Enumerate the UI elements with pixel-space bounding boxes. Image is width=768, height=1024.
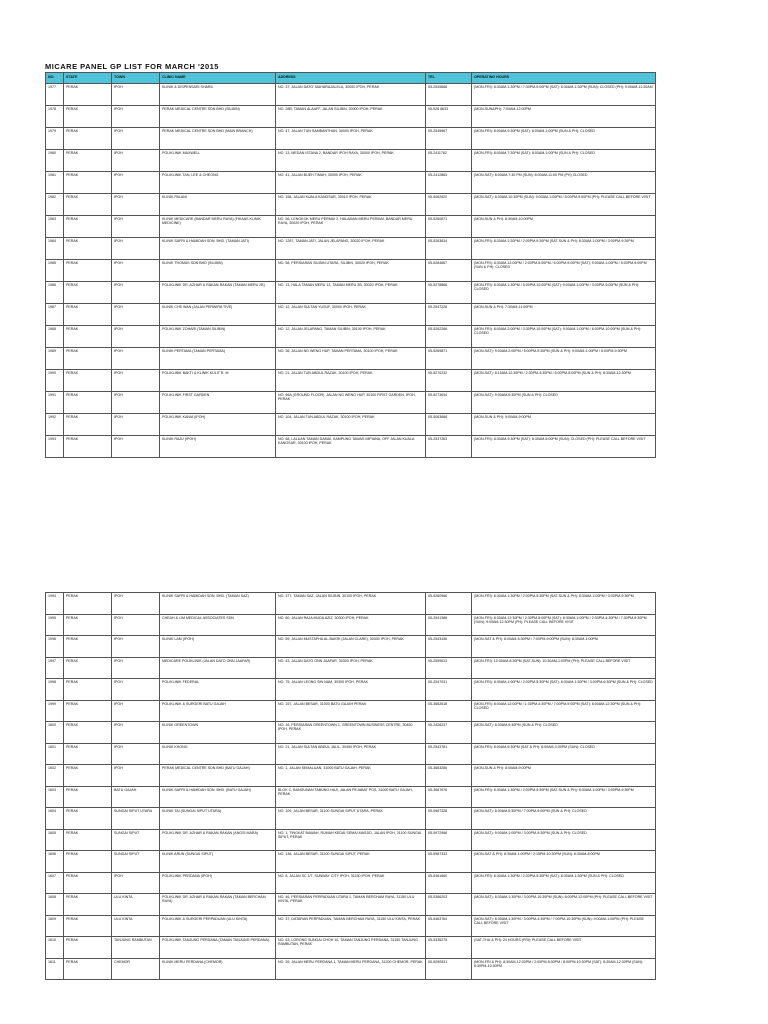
- cell-state: PERAK: [64, 657, 112, 679]
- cell-town: IPOH: [112, 392, 160, 414]
- cell-operating-hours: (MON-FRI): 8:00AM-12:00PM / 1:30PM-4:30PM / 7:00PM-9:00PM (SAT): 8:00AM-12:30PM (SUN & PH): CLOSED: [472, 700, 656, 722]
- cell-tel: 05-2547031: [426, 679, 472, 701]
- cell-address: NO. 12, JALAN JELAPANG, TAMAN SILIBIN, 30100 IPOH, PERAK: [276, 326, 426, 348]
- cell-tel: 05-5972968: [426, 829, 472, 851]
- cell-operating-hours: (MON-SAT): 8:30AM-5:30PM / 7:00PM-9:00PM (SUN & PH): CLOSED: [472, 808, 656, 830]
- cell-state: PERAK: [64, 282, 112, 304]
- cell-state: PERAK: [64, 326, 112, 348]
- cell-town: IPOH: [112, 436, 160, 458]
- cell-no: 1995: [46, 614, 64, 636]
- cell-town: IPOH: [112, 743, 160, 765]
- cell-operating-hours: (MON-SAT): 8:30AM-10:30PM (SUN): 9:00AM-1:00PM / 5:00PM-9:00PM (PH): PLEASE CALL BEFORE VISIT: [472, 194, 656, 216]
- cell-tel: 05-5273634: [426, 392, 472, 414]
- table-row: [46, 172, 656, 194]
- table-row: [46, 436, 656, 458]
- cell-clinic-name: POLIKLINIK DR. AZHAR & RAKAN-RAKAN (TAMAN BERCHAM RAYA): [160, 894, 276, 916]
- cell-address: NO. 75, JALAN LEONG SIN NAM, 30300 IPOH, PERAK: [276, 679, 426, 701]
- cell-town: IPOH: [112, 172, 160, 194]
- cell-tel: 05-5260871: [426, 216, 472, 238]
- table-row: [46, 348, 656, 370]
- table-row: [46, 657, 656, 679]
- cell-state: PERAK: [64, 436, 112, 458]
- cell-town: IPOH: [112, 679, 160, 701]
- cell-clinic-name: POLIKLINIK & SURGERI BATU GAJAH: [160, 700, 276, 722]
- cell-tel: 05-5366203: [426, 894, 472, 916]
- cell-tel: 05-2537263: [426, 436, 472, 458]
- cell-town: IPOH: [112, 370, 160, 392]
- cell-address: BLOK C, BANGUNAN TABUNG HAJI, JALAN PEJABAT POS, 31000 BATU GAJAH, PERAK: [276, 786, 426, 808]
- cell-address: NO. 63, LORONG SUNGAI CHOH 10, TAMAN TANJUNG PERDANA, 31150 TANJUNG RAMBUTAN, PERAK: [276, 937, 426, 959]
- cell-state: PERAK: [64, 808, 112, 830]
- table-row: [46, 829, 656, 851]
- cell-state: PERAK: [64, 614, 112, 636]
- cell-no: 1996: [46, 636, 64, 658]
- header-town: TOWN: [112, 73, 160, 84]
- cell-no: 1602: [46, 765, 64, 787]
- header-clinic-name: CLINIC NAME: [160, 73, 276, 84]
- cell-address: NO. 13, HALA TAMAN MERU 13, TAMAN MERU 2B, 30020 IPOH, PERAK: [276, 282, 426, 304]
- page-title: MICARE PANEL GP LIST FOR MARCH '2015: [45, 62, 219, 71]
- cell-no: 1992: [46, 414, 64, 436]
- table-row: [46, 679, 656, 701]
- cell-address: NO. 66A (GROUND FLOOR), JALAN NG WENG HUP, 30100 FIRST GARDEN, IPOH, PERAK: [276, 392, 426, 414]
- cell-no: 1985: [46, 260, 64, 282]
- cell-address: NO. 1, TINGKAT BAWAH, RUMAH KEDAI SEMAI MASJID, JALAN IPOH, 31100 SUNGAI SIPUT, PERAK: [276, 829, 426, 851]
- cell-state: PERAK: [64, 915, 112, 937]
- cell-town: IPOH: [112, 326, 160, 348]
- cell-tel: 05-2543436: [426, 636, 472, 658]
- cell-tel: 05-5269871: [426, 348, 472, 370]
- cell-clinic-name: KLINIK PERTAMA (TAMAN PERTAMA): [160, 348, 276, 370]
- cell-town: IPOH: [112, 150, 160, 172]
- cell-tel: 05-5062620: [426, 194, 472, 216]
- cell-operating-hours: (MON-FRI): 8:30AM-1:30PM / 7:30PM-9:00PM (SAT): 8:30AM-1:30PM (SUN): CLOSED (PH): 9:00AM-11:30AM: [472, 84, 656, 106]
- cell-town: IPOH: [112, 414, 160, 436]
- cell-operating-hours: (MON-SAT): 9:00AM-1:00PM / 3:00PM-9:30PM (SUN & PH): CLOSED: [472, 829, 656, 851]
- cell-town: IPOH: [112, 260, 160, 282]
- cell-town: IPOH: [112, 872, 160, 894]
- cell-state: PERAK: [64, 894, 112, 916]
- cell-operating-hours: (MON-SAT & PH): 8:00AM-5:30PM / 7:00PM-9:00PM (SUN): 8:30AM-1:00PM: [472, 636, 656, 658]
- cell-tel: 05-5284667: [426, 260, 472, 282]
- cell-tel: 05-2545668: [426, 84, 472, 106]
- cell-state: PERAK: [64, 636, 112, 658]
- cell-town: IPOH: [112, 636, 160, 658]
- table-row: [46, 937, 656, 959]
- cell-state: PERAK: [64, 937, 112, 959]
- cell-no: 1604: [46, 808, 64, 830]
- cell-state: PERAK: [64, 679, 112, 701]
- cell-tel: 05-2545667: [426, 128, 472, 150]
- cell-town: CHEMOR: [112, 958, 160, 980]
- table-row: [46, 872, 656, 894]
- cell-no: 1606: [46, 851, 64, 873]
- cell-tel: 05-5336275: [426, 937, 472, 959]
- table-row: [46, 282, 656, 304]
- cell-operating-hours: (MON-FRI): 8:00AM-5:30PM (SAT & PH): 8:00AM-3:30PM (SUN): CLOSED: [472, 743, 656, 765]
- cell-operating-hours: (MON-FRI): 8:30AM-1:30PM / 2:00PM-9:30PM (SAT-SUN & PH): 8:30AM-1:00PM / 3:00PM-9:30PM: [472, 593, 656, 615]
- table-row: [46, 238, 656, 260]
- cell-state: PERAK: [64, 700, 112, 722]
- header-operating-hours: OPERATING HOURS: [472, 73, 656, 84]
- cell-state: PERAK: [64, 128, 112, 150]
- cell-clinic-name: KLINIK MERU PERDANA (CHEMOR): [160, 958, 276, 980]
- table-row: [46, 915, 656, 937]
- cell-state: PERAK: [64, 414, 112, 436]
- cell-address: NO. 39, JALAN MERU PERDANA 1, TAMAN MERU PERDANA, 31200 CHEMOR, PERAK: [276, 958, 426, 980]
- cell-state: PERAK: [64, 216, 112, 238]
- cell-operating-hours: (MON-FRI): 10:30AM-8:30PM (SAT-SUN): 10:30AM-1:00PM (PH): PLEASE CALL BEFORE VISIT: [472, 657, 656, 679]
- cell-clinic-name: KLINIK GREENTOWN: [160, 722, 276, 744]
- cell-town: IPOH: [112, 765, 160, 787]
- cell-operating-hours: (MON-SAT): 9:00AM-2:00PM / 5:00PM-9:30PM (SUN & PH): 9:00AM-1:00PM / 5:00PM-9:30PM: [472, 348, 656, 370]
- cell-no: 1997: [46, 657, 64, 679]
- cell-operating-hours: (MON-FRI): 8:30AM-12:30PM / 2:30PM-5:00PM (SAT): 8:30AM-1:00PM / 2:30PM-4:30PM / 7:30PM-9:30PM (SUN): 9:00AM-12:30PM (PH): PLEASE CALL BEFORE VISIT: [472, 614, 656, 636]
- table-row: [46, 392, 656, 414]
- cell-tel: 05-2426237: [426, 722, 472, 744]
- table-row: [46, 84, 656, 106]
- cell-address: NO. 21, JALAN TUN ABDUL RAZAK, 30100 IPOH, PERAK: [276, 370, 426, 392]
- cell-state: PERAK: [64, 304, 112, 326]
- cell-state: PERAK: [64, 958, 112, 980]
- header-tel: TEL: [426, 73, 472, 84]
- cell-address: NO. 1287, TAMAN JATI, JALAN JELAPANG, 30020 IPOH, PERAK: [276, 238, 426, 260]
- cell-tel: 05-5278868: [426, 282, 472, 304]
- cell-tel: 05-5290531: [426, 958, 472, 980]
- cell-address: NO. 377, TAMAN SAZ, JALAN SILIBIN, 30100 IPOH, PERAK: [276, 593, 426, 615]
- cell-address: NO. 58, PERSIARAN SILIBIN UTARA, SILIBIN, 30020 IPOH, PERAK: [276, 260, 426, 282]
- cell-address: NO. 43, JALAN DATO ONN JAAFAR, 30300 IPOH, PERAK: [276, 657, 426, 679]
- cell-address: NO. 157, JALAN BESAR, 31000 BATU GAJAH PERAK: [276, 700, 426, 722]
- cell-town: IPOH: [112, 238, 160, 260]
- cell-tel: 05-5461660: [426, 872, 472, 894]
- cell-tel: 05-5463764: [426, 915, 472, 937]
- cell-town: SUNGAI SIPUT UTARA: [112, 808, 160, 830]
- cell-clinic-name: POLIKLINIK MAXWELL: [160, 150, 276, 172]
- table-row: [46, 722, 656, 744]
- cell-tel: 05-3663266: [426, 765, 472, 787]
- cell-operating-hours: (MON-SAT): 8:00AM-7:30 PM (SUN): 8:00AM-11:00 PM (PH) CLOSED: [472, 172, 656, 194]
- cell-town: SUNGAI SIPUT: [112, 851, 160, 873]
- cell-operating-hours: (MON-SAT): 9:00AM-9:30PM (SUN & PH): CLOSED: [472, 392, 656, 414]
- cell-clinic-name: KLINIK CHE WAN (JALAN PERWIRA TIVE): [160, 304, 276, 326]
- cell-operating-hours: (MON-SUN & PH): 7:30AM-11:00PM: [472, 304, 656, 326]
- cell-tel: 05-5263634: [426, 238, 472, 260]
- cell-address: NO. 1, JALAN SEMALUAN, 31000 BATU GAJAH, PERAK: [276, 765, 426, 787]
- cell-no: 1990: [46, 370, 64, 392]
- cell-clinic-name: POLIKLINIK DR. AZHAR & RAKAN-RAKAN (TAMAN MERU 2B): [160, 282, 276, 304]
- cell-town: ULU KINTA: [112, 915, 160, 937]
- cell-state: PERAK: [64, 172, 112, 194]
- cell-clinic-name: POLIKLINIK PERDANA (IPOH): [160, 872, 276, 894]
- cell-state: PERAK: [64, 84, 112, 106]
- cell-clinic-name: KLINIK THOMAS SDN BHD (SILIBIN): [160, 260, 276, 282]
- gp-list-table-page1: [45, 72, 656, 458]
- cell-tel: 05-5262266: [426, 326, 472, 348]
- table-row: [46, 194, 656, 216]
- cell-no: 1988: [46, 326, 64, 348]
- cell-operating-hours: (MON-SUN & PH): 8:30AM-10:00PM: [472, 216, 656, 238]
- cell-town: IPOH: [112, 194, 160, 216]
- gp-list-table-page2: [45, 592, 656, 980]
- table-row: [46, 786, 656, 808]
- table-row: [46, 614, 656, 636]
- cell-state: PERAK: [64, 392, 112, 414]
- cell-clinic-name: KLINIK KHONG: [160, 743, 276, 765]
- table-row: [46, 851, 656, 873]
- cell-town: IPOH: [112, 722, 160, 744]
- table-header-row: [46, 73, 656, 84]
- cell-no: 1989: [46, 348, 64, 370]
- cell-clinic-name: POLIKLINIK FIRST GARDEN: [160, 392, 276, 414]
- cell-town: IPOH: [112, 593, 160, 615]
- cell-operating-hours: (MON-SUN&PH): 7:00AM-12:00PM: [472, 106, 656, 128]
- cell-operating-hours: (MON-FRI): 8:30AM-1:30PM / 5:00PM-10:00PM (SAT): 9:00AM-1:00PM / 3:00PM-9:00PM (SUN & PH): CLOSED: [472, 282, 656, 304]
- cell-operating-hours: (MON-FRI): 8:30AM-9:30PM (SAT): 8:30AM-5:00PM (SUN): CLOSED (PH): PLEASE CALL BEFORE VISIT: [472, 436, 656, 458]
- cell-operating-hours: (MON-FRI): 8:00AM-2:00PM / 3:30PM-10:00PM (SAT): 9:00AM-1:00PM / 6:00PM-10:00PM (SUN & PH): CLOSED: [472, 326, 656, 348]
- cell-no: 1608: [46, 894, 64, 916]
- cell-tel: 05-5063668: [426, 414, 472, 436]
- table-row: [46, 128, 656, 150]
- cell-no: 1605: [46, 829, 64, 851]
- cell-town: IPOH: [112, 348, 160, 370]
- cell-town: IPOH: [112, 216, 160, 238]
- table-row: [46, 700, 656, 722]
- cell-town: ULU KINTA: [112, 894, 160, 916]
- cell-clinic-name: KLINIK PALANI: [160, 194, 276, 216]
- cell-town: IPOH: [112, 128, 160, 150]
- table-row: [46, 743, 656, 765]
- cell-clinic-name: KLINIK RAJU (IPOH): [160, 436, 276, 458]
- cell-state: PERAK: [64, 829, 112, 851]
- cell-state: PERAK: [64, 194, 112, 216]
- cell-tel: 05-3667676: [426, 786, 472, 808]
- cell-address: NO. 37, JALAN DATO' MAHARAJALELA, 30000 IPOH, PERAK: [276, 84, 426, 106]
- cell-clinic-name: KLINIK SAFRI & HAMIDAH SDN. BHD. (TAMAN SAZ): [160, 593, 276, 615]
- cell-no: 1978: [46, 106, 64, 128]
- cell-tel: 05-2541388: [426, 614, 472, 636]
- cell-tel: 05-2543781: [426, 743, 472, 765]
- table-row: [46, 106, 656, 128]
- cell-operating-hours: (MON-SUN & PH): 8:00AM-9:00PM: [472, 765, 656, 787]
- table-row: [46, 216, 656, 238]
- table-row: [46, 326, 656, 348]
- cell-clinic-name: KLINIK & DISPENSARI SHARIL: [160, 84, 276, 106]
- cell-clinic-name: KLINIK SAFRI & HAMIDAH SDN. BHD. (BATU GAJAH): [160, 786, 276, 808]
- cell-address: NO. 56, LENGKOK MERU PERMAI 2, HALAMAN MERU PERMAI, BANDAR MERU RAYA, 30020 IPOH, PERAK: [276, 216, 426, 238]
- cell-no: 1981: [46, 172, 64, 194]
- cell-clinic-name: PERAK MEDICAL CENTRE SDN BHD (MAIN BRANCH): [160, 128, 276, 150]
- cell-no: 1977: [46, 84, 64, 106]
- cell-state: PERAK: [64, 150, 112, 172]
- cell-operating-hours: (MON-FRI): 8:30AM-12:00PM / 2:00PM-5:00PM / 6:00PM-9:00PM (SAT): 9:00AM-1:00PM / 5:00PM-9:00PM (SUN & PH): CLOSED: [472, 260, 656, 282]
- cell-clinic-name: PERAK MEDICAL CENTRE SDN BHD (SILIBIN): [160, 106, 276, 128]
- cell-state: PERAK: [64, 106, 112, 128]
- cell-no: 1993: [46, 436, 64, 458]
- cell-clinic-name: KLINIK TAI (SUNGAI SIPUT UTARA): [160, 808, 276, 830]
- cell-no: 1984: [46, 238, 64, 260]
- cell-no: 1987: [46, 304, 64, 326]
- cell-clinic-name: POLIKLINIK TAN, LEE & CHEONG: [160, 172, 276, 194]
- cell-address: NO. 28B, TAMAN ALAAFF, JALAN SILIBIN, 30000 IPOH, PERAK: [276, 106, 426, 128]
- cell-address: NO. 41, JALAN BIJEH TIMAH, 30000 IPOH, PERAK: [276, 172, 426, 194]
- cell-state: PERAK: [64, 348, 112, 370]
- cell-clinic-name: KLINIK SAFRI & HAMIDAH SDN. BHD. (TAMAN JATI): [160, 238, 276, 260]
- cell-no: 1611: [46, 958, 64, 980]
- cell-tel: 05-5987328: [426, 808, 472, 830]
- cell-address: NO. 46, PERSIARAN PERPADUAN UTARA 1, TAMAN BERCHAM RAYA, 31150 ULU KINTA, PERAK: [276, 894, 426, 916]
- cell-no: 1610: [46, 937, 64, 959]
- cell-state: PERAK: [64, 851, 112, 873]
- cell-tel: 05-5260966: [426, 593, 472, 615]
- table-row: [46, 260, 656, 282]
- cell-tel: 05-5987333: [426, 851, 472, 873]
- cell-tel: 05-2412863: [426, 172, 472, 194]
- cell-state: PERAK: [64, 593, 112, 615]
- cell-tel: 05-3662618: [426, 700, 472, 722]
- cell-clinic-name: POLIKLINIK BAKTI & KLINIK KULIT R. M: [160, 370, 276, 392]
- table-row: [46, 958, 656, 980]
- cell-address: NO. 36, JALAN NG WENG HUP, TAMAN PERTAMA, 30100 IPOH, PERAK: [276, 348, 426, 370]
- cell-no: 1983: [46, 216, 64, 238]
- cell-town: IPOH: [112, 282, 160, 304]
- cell-state: PERAK: [64, 872, 112, 894]
- cell-clinic-name: POLIKLINIK KANIA (IPOH): [160, 414, 276, 436]
- cell-operating-hours: (MON-FRI): 8:30AM-1:30PM / 2:30PM-9:30PM (SAT): 8:30AM-1:30PM (SUN & PH): CLOSED: [472, 872, 656, 894]
- cell-no: 1979: [46, 128, 64, 150]
- cell-no: 1600: [46, 722, 64, 744]
- table-row: [46, 765, 656, 787]
- cell-state: PERAK: [64, 786, 112, 808]
- cell-no: 1999: [46, 700, 64, 722]
- cell-town: BATU GAJAH: [112, 786, 160, 808]
- cell-clinic-name: KLINIK MEDICARE (BANDAR MERU RAYA) (FIKAAS KLINIK MEDICINE): [160, 216, 276, 238]
- cell-operating-hours: (MON-SAT): 8:30AM-1:30PM / 3:00PM-4:30PM / 7:00PM-10:30PM (SUN): 9:00AM-1:00PM (PH): PLEASE CALL BEFORE VISIT: [472, 915, 656, 937]
- header-address: ADDRESS: [276, 73, 426, 84]
- cell-tel: 05-5270232: [426, 370, 472, 392]
- cell-operating-hours: (MON-SAT): 8:15AM-12:30PM / 2:30PM-4:30PM / 6:00PM-8:00PM (SUN & PH): 8:30AM-12:30PM: [472, 370, 656, 392]
- cell-operating-hours: (MON-FRI & PH): 8:30AM-12:30PM / 2:00PM-5:30PM / 8:00PM-10:30PM (SAT): 8:30AM-12:30PM (SUN): 8:30PM-10:30PM: [472, 958, 656, 980]
- cell-clinic-name: KLINIK LAM (IPOH): [160, 636, 276, 658]
- cell-tel: 05-2547228: [426, 304, 472, 326]
- cell-operating-hours: (MON-SAT): 8:30AM-1:30PM / 3:00PM-10:30PM (SUN): 8:00PM-12:00PM (PH): PLEASE CALL BEFORE VISIT: [472, 894, 656, 916]
- cell-operating-hours: (MON-FRI): 8:00AM-7:30PM (SAT): 8:00AM-1:00PM (SUN & PH): CLOSED: [472, 150, 656, 172]
- cell-tel: 05-2411762: [426, 150, 472, 172]
- cell-town: IPOH: [112, 614, 160, 636]
- cell-operating-hours: (MON-SAT & PH): 8:30AM-1:00PM / 2:15PM-10:30PM (SUN): 8:30AM-8:00PM: [472, 851, 656, 873]
- header-state: STATE: [64, 73, 112, 84]
- cell-no: 1980: [46, 150, 64, 172]
- table-row: [46, 593, 656, 615]
- cell-town: IPOH: [112, 657, 160, 679]
- cell-state: PERAK: [64, 743, 112, 765]
- table-row: [46, 370, 656, 392]
- cell-operating-hours: (SAT-THU & PH): 24 HOURS (FRI): PLEASE CALL BEFORE VISIT: [472, 937, 656, 959]
- cell-address: NO. 158, JALAN KUALA KANGSAR, 30010 IPOH, PERAK: [276, 194, 426, 216]
- cell-clinic-name: KLINIK ARUN (SUNGAI SIPUT): [160, 851, 276, 873]
- cell-clinic-name: POLIKLINIK TANJUNG PERDANA (TAMAN TANJUNG PERDANA): [160, 937, 276, 959]
- cell-address: NO. 8, JALAN SC 1/7, SUNWAY CITY IPOH, 31150 IPOH, PERAK: [276, 872, 426, 894]
- cell-no: 1994: [46, 593, 64, 615]
- cell-operating-hours: (MON-SUN & PH): 9:00AM-9:00PM: [472, 414, 656, 436]
- cell-town: IPOH: [112, 84, 160, 106]
- table-row: [46, 894, 656, 916]
- cell-clinic-name: POLIKLINIK & SURGERI PERPADUAN (ULU KINTA): [160, 915, 276, 937]
- cell-no: 1982: [46, 194, 64, 216]
- cell-operating-hours: (MON-FRI): 8:00AM-9:30PM (SAT): 8:00AM-1:00PM (SUN & PH): CLOSED: [472, 128, 656, 150]
- cell-address: NO. 37, DATARAN PERPADUAN, TAMAN BERCHAM RAYA, 31150 ULU KINTA, PERAK: [276, 915, 426, 937]
- cell-state: PERAK: [64, 370, 112, 392]
- cell-no: 1986: [46, 282, 64, 304]
- table-row: [46, 304, 656, 326]
- cell-no: 1601: [46, 743, 64, 765]
- cell-town: SUNGAI SIPUT: [112, 829, 160, 851]
- table-row: [46, 808, 656, 830]
- cell-no: 1998: [46, 679, 64, 701]
- cell-operating-hours: (MON-SAT): 8:30AM-9:30PM (SUN & PH): CLOSED: [472, 722, 656, 744]
- cell-clinic-name: POLIKLINIK DR. AZHAR & RAKAN-RAKAN (ANGSI MARA): [160, 829, 276, 851]
- cell-town: IPOH: [112, 106, 160, 128]
- cell-town: IPOH: [112, 700, 160, 722]
- cell-operating-hours: (MON-FRI): 8:30AM-1:30PM / 2:00PM-9:30PM (SAT-SUN & PH): 8:30AM-1:00PM / 3:00PM-9:30PM: [472, 238, 656, 260]
- cell-address: NO. 59, JALAN MUSTAPHA AL-BAKRI (JALAN CLARE), 30300 IPOH, PERAK: [276, 636, 426, 658]
- cell-address: NO. 60, JALAN RAJA MUDA AZIZ, 30300 IPOH, PERAK: [276, 614, 426, 636]
- cell-clinic-name: PERAK MEDICAL CENTRE SDN BHD (BATU GAJAH): [160, 765, 276, 787]
- cell-address: NO. 104, JALAN TUN ABDUL RAZAK, 30100 IPOH, PERAK: [276, 414, 426, 436]
- cell-clinic-name: POLIKLINIK FEDERAL: [160, 679, 276, 701]
- cell-state: PERAK: [64, 722, 112, 744]
- cell-address: NO. 47, JALAN TUN SAMBANTHAN, 30000 IPOH, PERAK: [276, 128, 426, 150]
- cell-state: PERAK: [64, 260, 112, 282]
- cell-address: NO. 13, MEDAN ISTANA 2, BANDAR IPOH RAYA, 30000 IPOH, PERAK: [276, 150, 426, 172]
- cell-state: PERAK: [64, 238, 112, 260]
- table-row: [46, 150, 656, 172]
- cell-address: NO. 68, LALUAN TAMAN DAMAI, KAMPUNG TAWAS IMPIANA, OFF JALAN KUALA KANGSAR, 30100 IPOH, PERAK: [276, 436, 426, 458]
- cell-state: PERAK: [64, 765, 112, 787]
- table-row: [46, 414, 656, 436]
- table-row: [46, 636, 656, 658]
- cell-town: IPOH: [112, 304, 160, 326]
- cell-operating-hours: (MON-FRI): 8:30AM-1:00PM / 2:00PM-5:30PM (SAT): 8:30AM-1:30PM / 3:00PM-6:30PM (SUN & PH): CLOSED: [472, 679, 656, 701]
- cell-no: 1603: [46, 786, 64, 808]
- cell-address: NO. 21, JALAN SULTAN ABDUL JALIL, 30450 IPOH, PERAK: [276, 743, 426, 765]
- cell-clinic-name: MEDICARE POLIKLINIK (JALAN DATO ONN JAAFAR): [160, 657, 276, 679]
- cell-no: 1607: [46, 872, 64, 894]
- cell-address: NO. 136, JALAN BESAR, 31100 SUNGAI SIPUT, PERAK: [276, 851, 426, 873]
- cell-tel: 05-2559613: [426, 657, 472, 679]
- cell-tel: 05-526 8633: [426, 106, 472, 128]
- cell-clinic-name: POLIKLINIK ZOHARI (TAMAN SILIBIN): [160, 326, 276, 348]
- header-no: NO.: [46, 73, 64, 84]
- cell-town: TANJUNG RAMBUTAN: [112, 937, 160, 959]
- cell-clinic-name: CHEAH & LIM MEDICAL ASSOCIATES SDN: [160, 614, 276, 636]
- cell-address: NO. 109, JALAN BESAR, 31100 SUNGAI SIPUT UTARA, PERAK: [276, 808, 426, 830]
- cell-no: 1609: [46, 915, 64, 937]
- cell-address: NO. 16, PERSIARAN GREENTOWN 1, GREENTOWN BUSINESS CENTRE, 30450 IPOH, PERAK: [276, 722, 426, 744]
- cell-no: 1991: [46, 392, 64, 414]
- cell-operating-hours: (MON-FRI): 8:30AM-1:30PM / 2:00PM-9:30PM (SAT-SUN & PH): 8:30AM-1:00PM / 3:00PM-9:30PM: [472, 786, 656, 808]
- cell-address: NO. 12, JALAN SULTAN YUSUF, 30000 IPOH, PERAK: [276, 304, 426, 326]
